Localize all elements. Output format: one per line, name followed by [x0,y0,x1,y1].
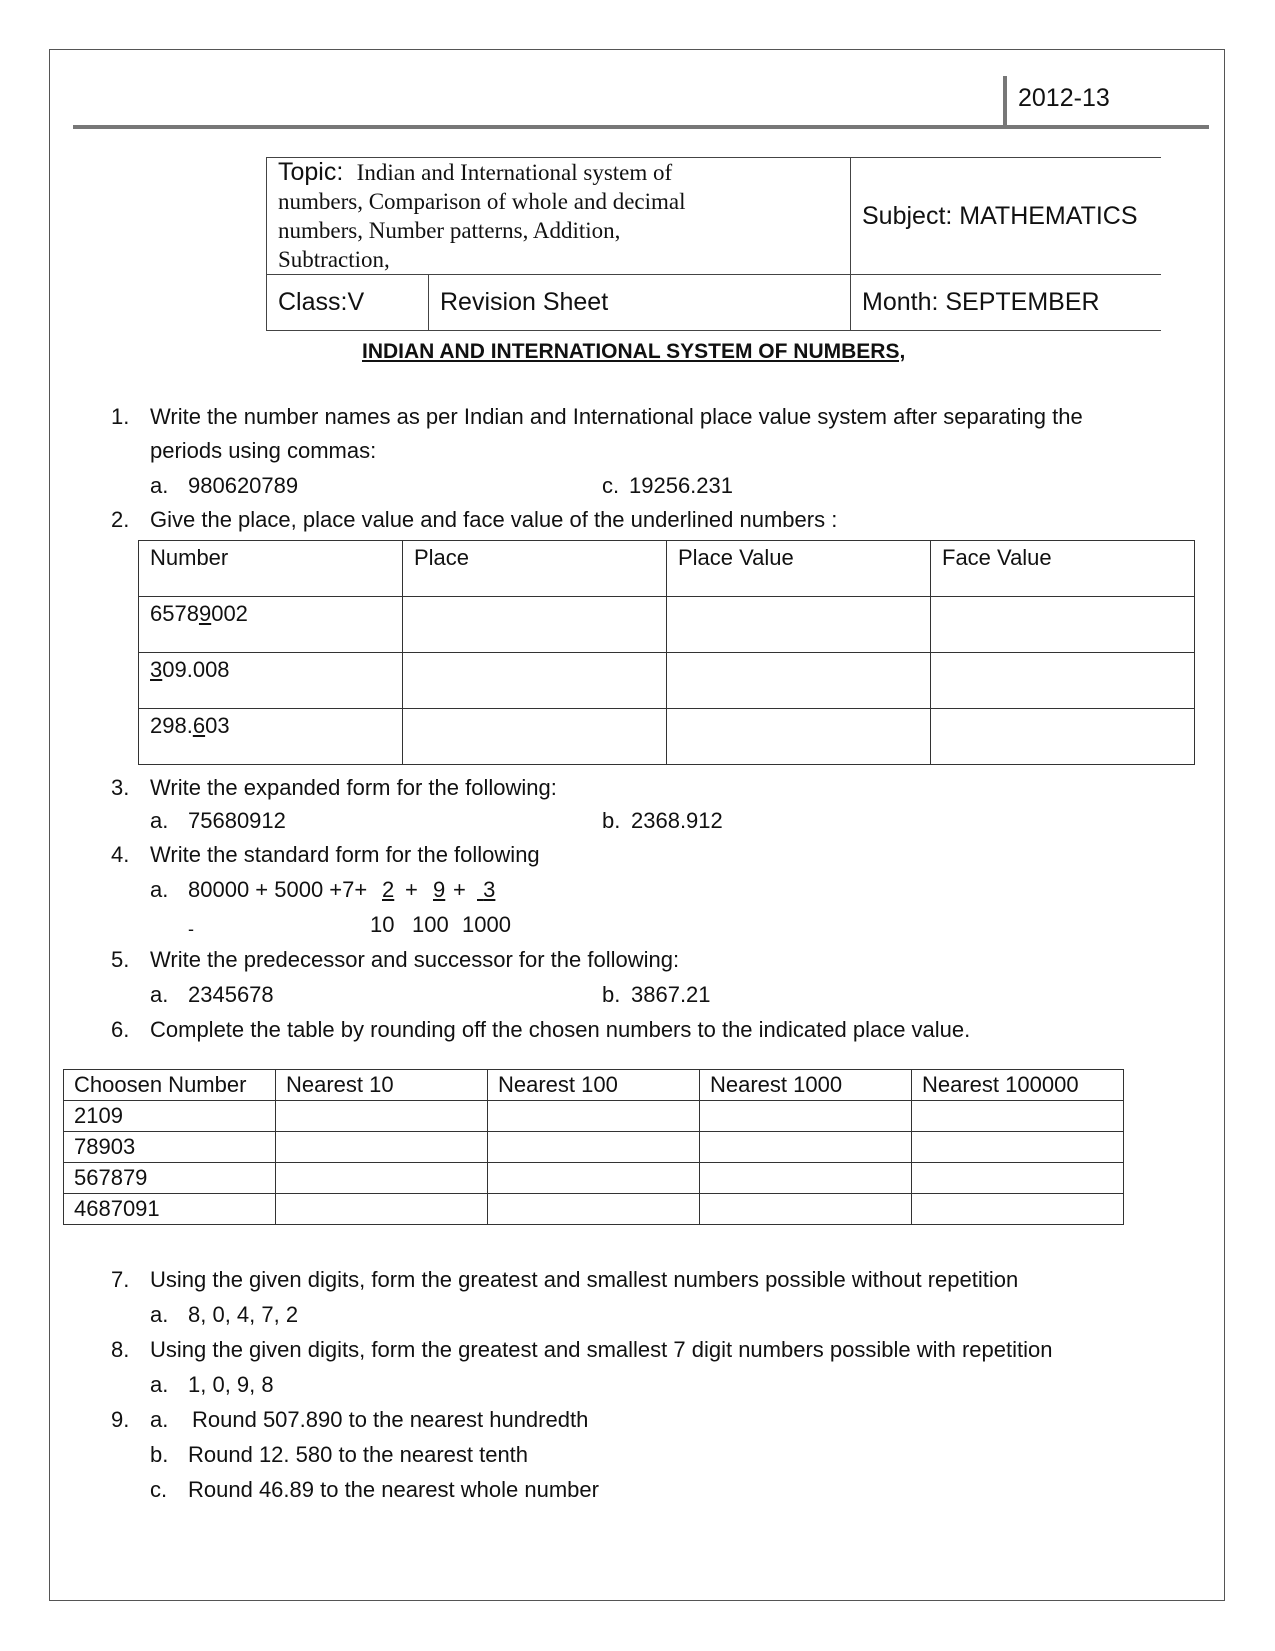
number-part: 6578 [150,601,199,626]
q8-a-label: a. [150,1372,169,1397]
answer-cell[interactable] [276,1194,488,1225]
rounding-table [63,1069,1124,1225]
q7-text: Using the given digits, form the greatest and smallest numbers possible without repetition [150,1267,1019,1292]
answer-cell[interactable] [276,1101,488,1132]
underlined-digit: 9 [198,601,212,626]
q4-a-label: a. [150,877,169,902]
plus-sign: + [405,877,418,902]
q9-c-label: c. [150,1477,168,1502]
number-part: 09.008 [162,657,230,682]
topic-text: Indian and International system of numbers, Comparison of whole and decimal numbers, Number patterns, Addition, Subtraction, [278,160,686,272]
answer-cell[interactable] [700,1101,912,1132]
q6-text: Complete the table by rounding off the chosen numbers to the indicated place value. [150,1017,971,1042]
answer-cell[interactable] [403,709,667,765]
info-table [266,157,1161,331]
chosen-number-cell: 567879 [64,1163,276,1194]
plus-sign: + [453,877,466,902]
number-part: 03 [205,713,230,738]
q4-expression: 80000 + 5000 +7+ [188,877,368,902]
answer-cell[interactable] [912,1132,1124,1163]
fraction-denominator: 1000 [462,912,511,937]
answer-cell[interactable] [912,1101,1124,1132]
chosen-number-cell: 4687091 [64,1194,276,1225]
q5-number: 5. [111,947,130,972]
answer-cell[interactable] [700,1194,912,1225]
answer-cell[interactable] [912,1163,1124,1194]
answer-cell[interactable] [488,1101,700,1132]
q7-a-label: a. [150,1302,169,1327]
fraction-numerator: 2 [382,877,395,902]
header-chosen-number: Choosen Number [64,1070,276,1101]
table-row [64,1163,1124,1194]
answer-cell[interactable] [488,1194,700,1225]
table-row [64,1101,1124,1132]
table-row [64,1132,1124,1163]
header-rule [73,125,1209,129]
q1-text-cont: periods using commas: [150,438,377,463]
q7-number: 7. [111,1267,130,1292]
q9-a-label: a. [150,1407,169,1432]
q3-text: Write the expanded form for the following: [150,775,557,800]
q3-b: 2368.912 [631,808,723,833]
academic-year: 2012-13 [1018,84,1110,112]
number-part: 298. [150,713,193,738]
numerator-value: 3 [483,877,496,902]
header-place-value: Place Value [667,541,931,597]
q1-c: 19256.231 [629,473,733,498]
table-row [139,597,1195,653]
q3-a: 75680912 [188,808,286,833]
answer-cell[interactable] [488,1132,700,1163]
answer-cell[interactable] [276,1163,488,1194]
q3-a-label: a. [150,808,169,833]
fraction-numerator [477,875,495,905]
place-value-table [138,540,1195,765]
table-header-row [64,1070,1124,1101]
underlined-digit: 6 [192,713,206,738]
q4-text: Write the standard form for the following [150,842,540,867]
answer-cell[interactable] [488,1163,700,1194]
q1-c-label: c. [602,473,620,498]
fraction-denominator: 100 [412,912,449,937]
number-cell [139,653,403,709]
answer-cell[interactable] [700,1163,912,1194]
answer-cell[interactable] [931,597,1195,653]
table-row [139,709,1195,765]
table-row [139,653,1195,709]
q1-number: 1. [111,404,130,429]
q9-b: Round 12. 580 to the nearest tenth [188,1442,529,1467]
q5-a: 2345678 [188,982,274,1007]
q1-a: 980620789 [188,473,299,498]
q9-number: 9. [111,1407,130,1432]
header-nearest-100: Nearest 100 [488,1070,700,1101]
q1-text: Write the number names as per Indian and International place value system after separating the [150,404,1083,429]
q9-c: Round 46.89 to the nearest whole number [188,1477,599,1502]
q5-b-label: b. [602,982,621,1007]
q9-a: Round 507.890 to the nearest hundredth [192,1407,589,1432]
answer-cell[interactable] [667,653,931,709]
header-nearest-1000: Nearest 1000 [700,1070,912,1101]
topic-label: Topic: [278,158,344,186]
header-face-value: Face Value [931,541,1195,597]
header-place: Place [403,541,667,597]
number-cell [139,597,403,653]
answer-cell[interactable] [700,1132,912,1163]
q1-a-label: a. [150,473,169,498]
fraction-denominator: 10 [370,912,395,937]
subject-cell: Subject: MATHEMATICS [851,158,1162,275]
q6-number: 6. [111,1017,130,1042]
q2-number: 2. [111,507,130,532]
answer-cell[interactable] [667,597,931,653]
stray-dash: - [188,919,194,939]
q8-text: Using the given digits, form the greatest and smallest 7 digit numbers possible with repetition [150,1337,1053,1362]
chosen-number-cell: 78903 [64,1132,276,1163]
month-cell: Month: SEPTEMBER [851,275,1162,331]
q8-a: 1, 0, 9, 8 [188,1372,274,1397]
number-cell [139,709,403,765]
number-part: 002 [211,601,248,626]
year-divider [1003,76,1007,128]
answer-cell[interactable] [931,709,1195,765]
q5-b: 3867.21 [631,982,711,1007]
q3-number: 3. [111,775,130,800]
q9-b-label: b. [150,1442,169,1467]
table-row [64,1194,1124,1225]
q8-number: 8. [111,1337,130,1362]
header-nearest-100000: Nearest 100000 [912,1070,1124,1101]
q7-a: 8, 0, 4, 7, 2 [188,1302,299,1327]
q5-a-label: a. [150,982,169,1007]
q4-number: 4. [111,842,130,867]
topic-cell [267,158,851,275]
answer-cell[interactable] [912,1194,1124,1225]
class-cell: Class:V [267,275,429,331]
sheet-cell: Revision Sheet [429,275,851,331]
underlined-digit: 3 [150,657,163,682]
fraction-numerator: 9 [433,877,446,902]
q3-b-label: b. [602,808,621,833]
chosen-number-cell: 2109 [64,1101,276,1132]
answer-cell[interactable] [403,653,667,709]
table-header-row [139,541,1195,597]
header-nearest-10: Nearest 10 [276,1070,488,1101]
answer-cell[interactable] [667,709,931,765]
q5-text: Write the predecessor and successor for the following: [150,947,680,972]
answer-cell[interactable] [276,1132,488,1163]
q2-text: Give the place, place value and face value of the underlined numbers : [150,507,838,532]
section-heading: INDIAN AND INTERNATIONAL SYSTEM OF NUMBERS, [362,340,906,363]
answer-cell[interactable] [931,653,1195,709]
header-number: Number [139,541,403,597]
answer-cell[interactable] [403,597,667,653]
